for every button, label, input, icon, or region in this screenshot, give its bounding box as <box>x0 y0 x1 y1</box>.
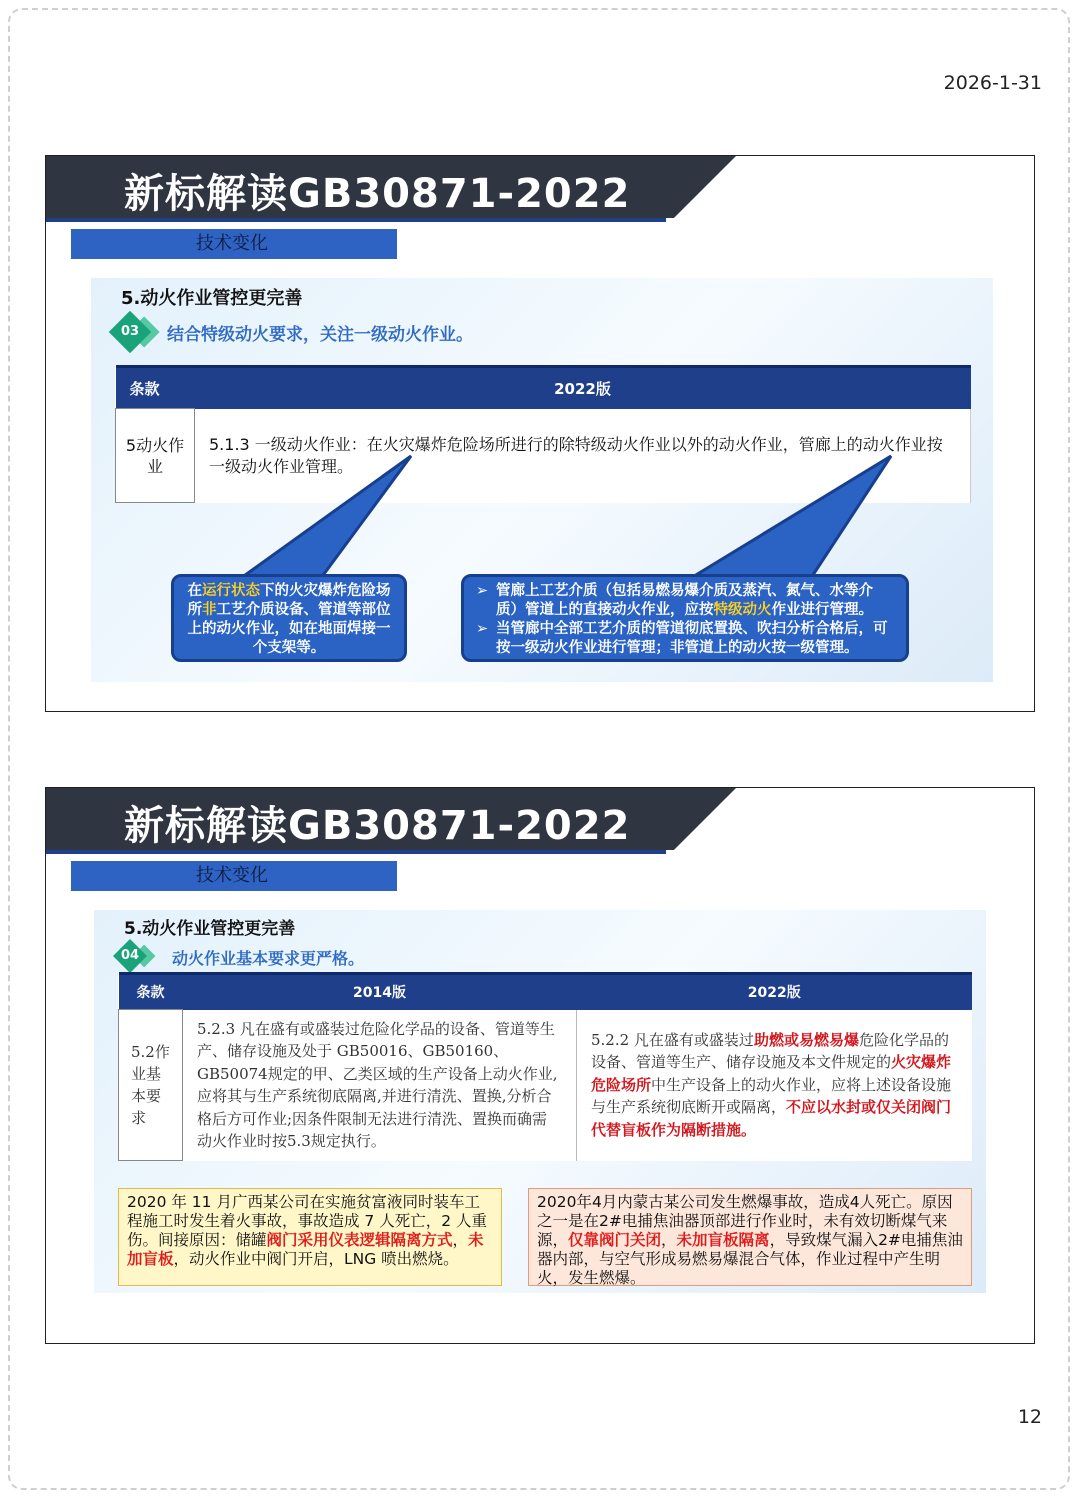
callout-left-text: 在 <box>187 583 202 599</box>
pointer-right <box>691 456 891 578</box>
badge-number: 03 <box>120 324 140 339</box>
highlight-hazard-site: 火灾爆炸危险场所 <box>591 1053 952 1094</box>
header-clause: 条款 <box>116 367 195 409</box>
text-2022-part: 5.2.2 凡在盛有或盛装过 <box>591 1030 754 1049</box>
callout-right <box>461 574 909 662</box>
slide-title: 新标解读GB30871-2022 <box>124 803 631 849</box>
case-left-highlight: 阀门采用仪表逻辑隔离方式 <box>266 1231 453 1249</box>
bullet-arrow-icon: ➢ <box>476 621 489 637</box>
section-title: 5.动火作业管控更完善 <box>124 919 296 939</box>
slide-2 <box>45 787 1035 1344</box>
text-2022 <box>577 1010 973 1161</box>
highlight-blind-plate: 不应以水封或仅关闭阀门代替盲板作为隔断措施。 <box>591 1098 952 1139</box>
header-clause: 条款 <box>119 974 183 1010</box>
text-2022-part: 危险化学品的设备、管道等生产、储存设施及本文件规定的 <box>591 1030 949 1072</box>
case-right-text: ， <box>661 1231 677 1249</box>
case-left-text: ， <box>452 1231 469 1249</box>
case-left-text: ，动火作业中阀门开启，LNG 喷出燃烧。 <box>173 1250 459 1268</box>
text-2022-part: 中生产设备上的动火作业，应将上述设备设施与生产系统彻底断开或隔离， <box>591 1075 952 1117</box>
tab-tech-change <box>71 229 397 259</box>
slide-title: 新标解读GB30871-2022 <box>124 171 631 217</box>
section-title: 5.动火作业管控更完善 <box>121 288 303 309</box>
item1-text-end: 作业进行管理。 <box>771 602 873 618</box>
callout-left-text: 工艺介质设备、管道等部位上的动火作业，如在地面焊接一个支架等。 <box>187 602 391 656</box>
tab-label: 技术变化 <box>196 233 268 254</box>
row-text: 5.1.3 一级动火作业：在火灾爆炸危险场所进行的除特级动火作业以外的动火作业，管廊上的动火作业按一级动火作业管理。 <box>195 409 971 503</box>
highlight-non: 非 <box>202 602 217 618</box>
callout-item-2 <box>476 620 894 658</box>
case-right-text: 2020年4月内蒙古某公司发生燃爆事故，造成4人死亡。原因之一是在2#电捕焦油器顶部进行作业时，未有效切断煤气来源， <box>537 1193 953 1249</box>
text-2014: 5.2.3 凡在盛有或盛装过危险化学品的设备、管道等生产、储存设施及处于 GB50016、GB50160、 GB50074规定的甲、乙类区域的生产设备上动火作业,应将其与生产系统彻底隔离,并进行清洗、置换,分析合格后方可作业;因条件限制无法进行清洗、置换而确需动火作业时按5.3规定执行。 <box>183 1010 577 1161</box>
page-date: 2026-1-31 <box>943 72 1042 94</box>
case-right-highlight: 仅靠阀门关闭 <box>568 1231 662 1249</box>
content-panel <box>91 278 993 682</box>
header-2014: 2014版 <box>183 974 577 1010</box>
tab-tech-change <box>71 861 397 891</box>
row-label: 5.2作业基本要求 <box>119 1010 183 1161</box>
highlight-special-fire: 特级动火 <box>713 602 772 618</box>
case-right-text: ，导致煤气漏入2#电捕焦油器内部，与空气形成易燃易爆混合气体，作业过程中产生明火，发生燃爆。 <box>537 1231 963 1287</box>
header-2022: 2022版 <box>195 367 971 409</box>
page-number: 12 <box>1017 1406 1042 1428</box>
case-right-highlight: 未加盲板隔离 <box>676 1231 770 1249</box>
callout-left-text: 下的火灾爆炸危险场所 <box>187 583 391 618</box>
sub-heading: 动火作业基本要求更严格。 <box>172 949 365 968</box>
clause-table <box>118 972 972 1161</box>
header-2022: 2022版 <box>577 974 973 1010</box>
callout-item-text <box>496 582 894 620</box>
case-left <box>118 1188 502 1286</box>
highlight-flammable: 助燃或易燃易爆 <box>753 1030 859 1049</box>
highlight-running-state: 运行状态 <box>202 583 260 599</box>
tab-label: 技术变化 <box>196 865 268 886</box>
case-right <box>528 1188 972 1286</box>
badge-number: 04 <box>120 948 140 963</box>
slide-1 <box>45 155 1035 712</box>
item1-text: 管廊上工艺介质（包括易燃易爆介质及蒸汽、氮气、水等介质）管道上的直接动火作业，应按 <box>496 583 873 618</box>
content-panel <box>94 910 986 1293</box>
case-left-text: 2020 年 11 月广西某公司在实施贫富液同时装车工程施工时发生着火事故，事故造成 7 人死亡，2 人重伤。间接原因：储罐 <box>127 1193 488 1249</box>
callout-item-1 <box>476 582 894 620</box>
row-label: 5动火作业 <box>116 409 195 503</box>
callout-left <box>171 574 407 662</box>
item2-text: 当管廊中全部工艺介质的管道彻底置换、吹扫分析合格后，可按一级动火作业进行管理；非管道上的动火按一级管理。 <box>496 621 888 656</box>
bullet-arrow-icon: ➢ <box>476 583 489 599</box>
sub-heading: 结合特级动火要求，关注一级动火作业。 <box>167 325 473 345</box>
pointer-left <box>241 456 411 578</box>
case-left-highlight: 未加盲板 <box>127 1231 484 1268</box>
